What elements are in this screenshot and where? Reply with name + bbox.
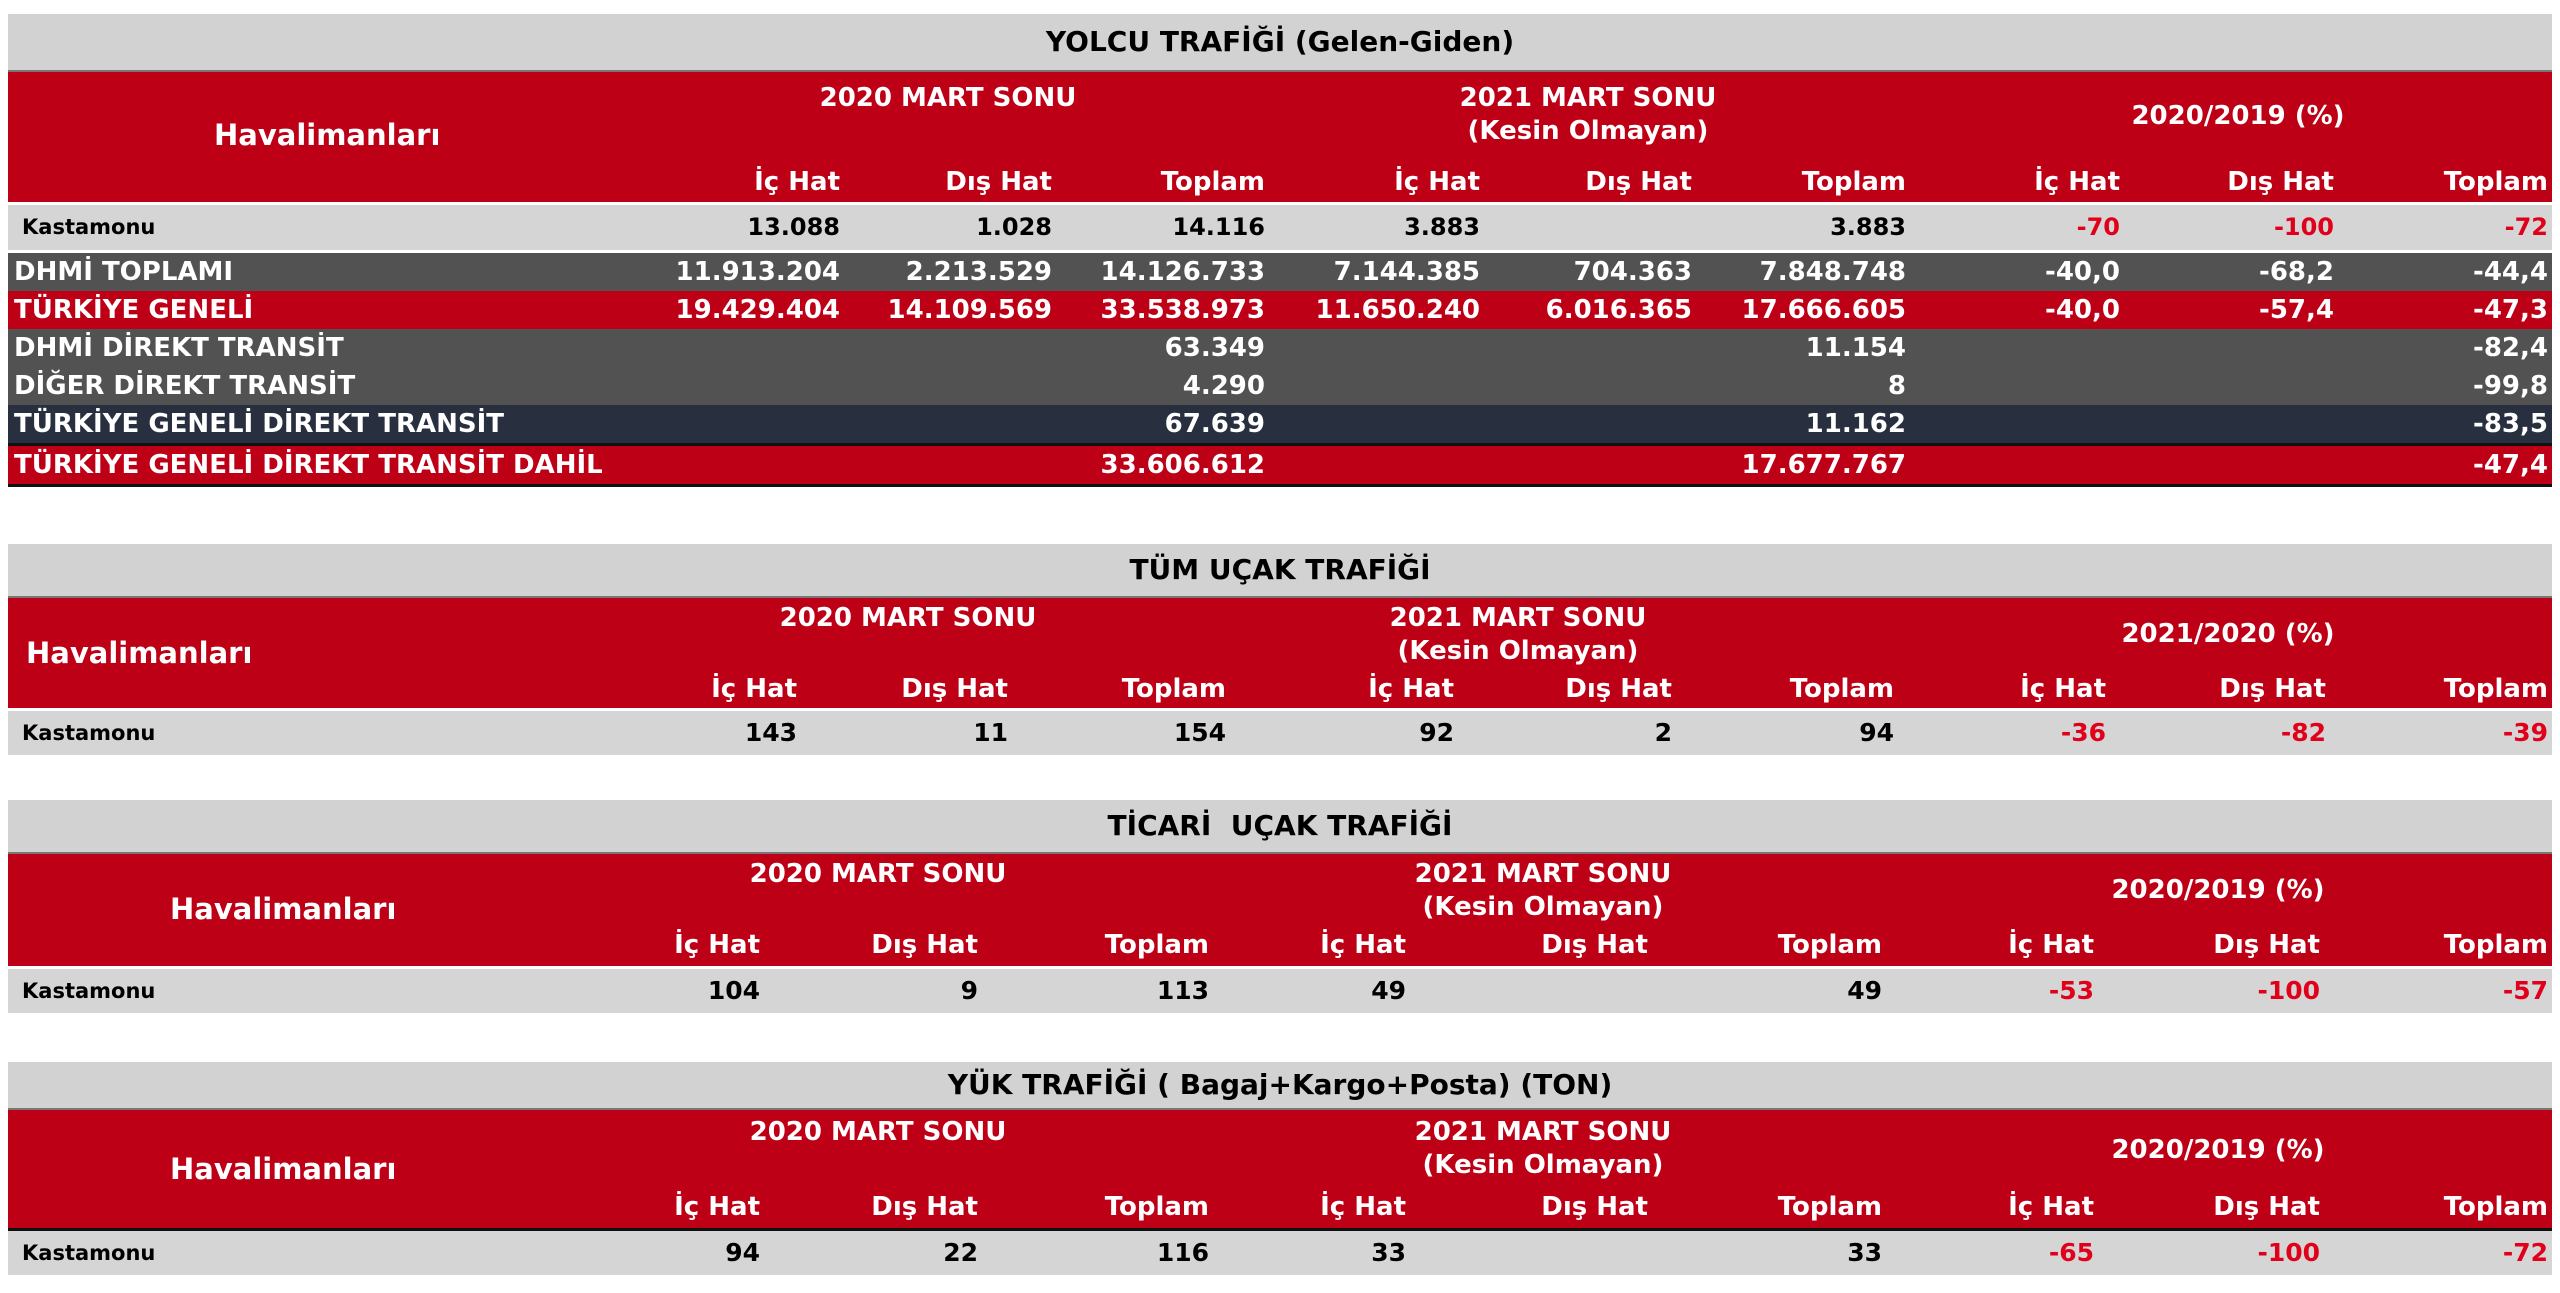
- cell-ic-2020: 19.429.404: [675, 295, 840, 325]
- cell-total-2020: 33.606.612: [1100, 450, 1265, 480]
- diger-transit-row: [8, 367, 2552, 405]
- cell-ic-pct: -40,0: [2045, 257, 2120, 287]
- col-total-pct: Toplam: [2443, 674, 2548, 704]
- cell-ic-2021: 11.650.240: [1315, 295, 1480, 325]
- col-total-2021: Toplam: [1789, 674, 1894, 704]
- col-dis-pct: Dış Hat: [2213, 1192, 2320, 1222]
- group-2020-header: [628, 1116, 1128, 1149]
- col-ic-pct: İç Hat: [2020, 674, 2106, 704]
- cell-ic-2021: 7.144.385: [1333, 257, 1480, 287]
- group-pct-label: 2020/2019 (%): [2131, 101, 2345, 131]
- cell-dis-2020: 2.213.529: [905, 257, 1052, 287]
- turkiye-total-row: [8, 291, 2552, 329]
- row-airport-name: Kastamonu: [22, 721, 156, 745]
- row-airport-name: Kastamonu: [22, 979, 156, 1003]
- group-pct-header: [1968, 1134, 2468, 1167]
- cell-total-pct: -72: [2504, 213, 2548, 241]
- group-2021-sublabel: (Kesin Olmayan): [1422, 1150, 1664, 1180]
- row-label: TÜRKİYE GENELİ: [14, 295, 254, 325]
- cell-dis-pct: -100: [2257, 1238, 2320, 1267]
- table-header: [8, 72, 2552, 202]
- group-2021-header: [1268, 602, 1768, 668]
- group-pct-header: [1988, 100, 2488, 133]
- table-title-text: YÜK TRAFİĞİ ( Bagaj+Kargo+Posta) (TON): [947, 1068, 1613, 1101]
- col-dis-2020: Dış Hat: [945, 167, 1052, 197]
- cell-ic-pct: -53: [2048, 976, 2094, 1005]
- col-ic-2020: İç Hat: [754, 167, 840, 197]
- table-row: [8, 708, 2552, 755]
- group-2021-label: 2021 MART SONU: [1414, 1117, 1672, 1147]
- commercial-traffic-table: [8, 800, 2552, 1013]
- dhmi-total-row: [8, 253, 2552, 291]
- group-2021-sublabel: (Kesin Olmayan): [1397, 636, 1639, 666]
- dhmi-transit-row: [8, 329, 2552, 367]
- col-ic-pct: İç Hat: [2034, 167, 2120, 197]
- col-ic-2021: İç Hat: [1320, 930, 1406, 960]
- table-header: [8, 1110, 2552, 1228]
- cell-total-2020: 33.538.973: [1100, 295, 1265, 325]
- cell-ic-2021: 49: [1371, 976, 1406, 1005]
- cell-total-2020: 4.290: [1182, 371, 1265, 401]
- table-title: [8, 800, 2552, 854]
- group-2021-header: [1293, 858, 1793, 924]
- row-label: TÜRKİYE GENELİ DİREKT TRANSİT: [14, 409, 504, 439]
- cell-total-pct: -39: [2502, 718, 2548, 747]
- group-pct-header: [1978, 618, 2478, 651]
- cell-ic-2020: 143: [744, 718, 797, 747]
- group-2021-label: 2021 MART SONU: [1459, 83, 1717, 113]
- table-title: [8, 14, 2552, 72]
- cell-dis-2020: 22: [943, 1238, 978, 1267]
- col-ic-2021: İç Hat: [1394, 167, 1480, 197]
- col-ic-2020: İç Hat: [711, 674, 797, 704]
- col-total-2021: Toplam: [1801, 167, 1906, 197]
- table-row: [8, 202, 2552, 250]
- group-2021-sublabel: (Kesin Olmayan): [1422, 892, 1664, 922]
- table-title-text: YOLCU TRAFİĞİ (Gelen-Giden): [1045, 25, 1515, 58]
- col-dis-pct: Dış Hat: [2227, 167, 2334, 197]
- group-2021-label: 2021 MART SONU: [1389, 603, 1647, 633]
- cell-dis-pct: -82: [2280, 718, 2326, 747]
- table-header: [8, 854, 2552, 966]
- cell-total-pct: -57: [2502, 976, 2548, 1005]
- col-ic-2020: İç Hat: [674, 930, 760, 960]
- table-title-text: TÜM UÇAK TRAFİĞİ: [1129, 553, 1431, 586]
- col-dis-2020: Dış Hat: [871, 1192, 978, 1222]
- col-total-2020: Toplam: [1104, 930, 1209, 960]
- group-2020-label: 2020 MART SONU: [819, 83, 1077, 113]
- col-ic-2020: İç Hat: [674, 1192, 760, 1222]
- cell-ic-pct: -70: [2076, 213, 2120, 241]
- cell-total-2020: 14.126.733: [1100, 257, 1265, 287]
- col-dis-2021: Dış Hat: [1541, 930, 1648, 960]
- aircraft-traffic-table: [8, 544, 2552, 755]
- col-ic-pct: İç Hat: [2008, 1192, 2094, 1222]
- cell-total-pct: -82,4: [2473, 333, 2548, 363]
- cell-dis-pct: -100: [2257, 976, 2320, 1005]
- col-dis-2021: Dış Hat: [1541, 1192, 1648, 1222]
- cell-total-2020: 116: [1156, 1238, 1209, 1267]
- col-total-pct: Toplam: [2443, 1192, 2548, 1222]
- cell-dis-pct: -68,2: [2259, 257, 2334, 287]
- cell-total-pct: -47,3: [2473, 295, 2548, 325]
- col-total-pct: Toplam: [2443, 167, 2548, 197]
- group-2021-sublabel: (Kesin Olmayan): [1467, 116, 1709, 146]
- cell-total-2020: 67.639: [1164, 409, 1265, 439]
- col-total-2021: Toplam: [1777, 930, 1882, 960]
- cell-ic-pct: -40,0: [2045, 295, 2120, 325]
- table-header: [8, 598, 2552, 708]
- group-2021-label: 2021 MART SONU: [1414, 859, 1672, 889]
- cell-total-2021: 8: [1887, 371, 1906, 401]
- cell-total-2021: 11.162: [1805, 409, 1906, 439]
- col-total-2020: Toplam: [1160, 167, 1265, 197]
- cargo-traffic-table: [8, 1062, 2552, 1275]
- col-dis-2021: Dış Hat: [1565, 674, 1672, 704]
- row-label: DHMİ DİREKT TRANSİT: [14, 333, 344, 363]
- group-pct-label: 2021/2020 (%): [2121, 619, 2335, 649]
- cell-dis-2020: 9: [960, 976, 978, 1005]
- cell-dis-2020: 1.028: [976, 213, 1052, 241]
- cell-total-2021: 17.666.605: [1741, 295, 1906, 325]
- airports-header: Havalimanları: [170, 1152, 397, 1186]
- group-2021-header: [1338, 82, 1838, 148]
- cell-total-pct: -47,4: [2473, 450, 2548, 480]
- cell-ic-pct: -65: [2048, 1238, 2094, 1267]
- cell-dis-2021: 6.016.365: [1545, 295, 1692, 325]
- col-total-2020: Toplam: [1104, 1192, 1209, 1222]
- cell-dis-pct: -100: [2273, 213, 2334, 241]
- cell-ic-2021: 33: [1371, 1238, 1406, 1267]
- col-dis-pct: Dış Hat: [2213, 930, 2320, 960]
- col-dis-2020: Dış Hat: [871, 930, 978, 960]
- col-ic-2021: İç Hat: [1368, 674, 1454, 704]
- table-row: [8, 1228, 2552, 1275]
- col-total-pct: Toplam: [2443, 930, 2548, 960]
- cell-total-2020: 63.349: [1164, 333, 1265, 363]
- col-dis-2020: Dış Hat: [901, 674, 1008, 704]
- cell-total-2020: 113: [1156, 976, 1209, 1005]
- group-2020-header: [698, 82, 1198, 115]
- cell-dis-2020: 14.109.569: [887, 295, 1052, 325]
- group-2020-label: 2020 MART SONU: [779, 603, 1037, 633]
- col-ic-pct: İç Hat: [2008, 930, 2094, 960]
- group-pct-label: 2020/2019 (%): [2111, 875, 2325, 905]
- cell-total-2021: 7.848.748: [1759, 257, 1906, 287]
- passenger-traffic-table: [8, 14, 2552, 487]
- col-total-2020: Toplam: [1121, 674, 1226, 704]
- row-label: TÜRKİYE GENELİ DİREKT TRANSİT DAHİL: [14, 450, 603, 480]
- cell-ic-2020: 11.913.204: [675, 257, 840, 287]
- table-title-text: TİCARİ UÇAK TRAFİĞİ: [1107, 809, 1453, 842]
- cell-ic-pct: -36: [2060, 718, 2106, 747]
- cell-dis-2021: 704.363: [1573, 257, 1692, 287]
- group-2020-header: [658, 602, 1158, 635]
- table-title: [8, 544, 2552, 598]
- cell-total-2021: 11.154: [1805, 333, 1906, 363]
- row-airport-name: Kastamonu: [22, 1241, 156, 1265]
- cell-ic-2020: 13.088: [747, 213, 840, 241]
- group-pct-label: 2020/2019 (%): [2111, 1135, 2325, 1165]
- cell-dis-pct: -57,4: [2259, 295, 2334, 325]
- group-pct-header: [1968, 874, 2468, 907]
- turkiye-transit-row: [8, 405, 2552, 443]
- cell-total-2020: 14.116: [1172, 213, 1265, 241]
- cell-total-pct: -44,4: [2473, 257, 2548, 287]
- col-total-2021: Toplam: [1777, 1192, 1882, 1222]
- row-label: DİĞER DİREKT TRANSİT: [14, 371, 356, 401]
- cell-dis-2021: 2: [1654, 718, 1672, 747]
- cell-ic-2021: 3.883: [1404, 213, 1480, 241]
- group-2020-label: 2020 MART SONU: [749, 1117, 1007, 1147]
- airports-header: Havalimanları: [214, 118, 441, 152]
- cell-total-2020: 154: [1173, 718, 1226, 747]
- cell-total-pct: -83,5: [2473, 409, 2548, 439]
- cell-ic-2020: 94: [725, 1238, 760, 1267]
- row-label: DHMİ TOPLAMI: [14, 257, 234, 287]
- cell-total-pct: -99,8: [2473, 371, 2548, 401]
- cell-total-2021: 94: [1859, 718, 1894, 747]
- cell-ic-2021: 92: [1419, 718, 1454, 747]
- table-row: [8, 966, 2552, 1013]
- cell-total-2021: 49: [1847, 976, 1882, 1005]
- cell-total-2021: 3.883: [1830, 213, 1906, 241]
- row-airport-name: Kastamonu: [22, 215, 156, 239]
- col-ic-2021: İç Hat: [1320, 1192, 1406, 1222]
- group-2020-label: 2020 MART SONU: [749, 859, 1007, 889]
- cell-dis-2020: 11: [973, 718, 1008, 747]
- airports-header: Havalimanları: [26, 636, 253, 670]
- group-2020-header: [628, 858, 1128, 891]
- turkiye-transit-dahil-row: [8, 443, 2552, 487]
- cell-total-pct: -72: [2502, 1238, 2548, 1267]
- cell-total-2021: 17.677.767: [1741, 450, 1906, 480]
- cell-ic-2020: 104: [707, 976, 760, 1005]
- col-dis-pct: Dış Hat: [2219, 674, 2326, 704]
- group-2021-header: [1293, 1116, 1793, 1182]
- cell-total-2021: 33: [1847, 1238, 1882, 1267]
- table-title: [8, 1062, 2552, 1110]
- col-dis-2021: Dış Hat: [1585, 167, 1692, 197]
- airports-header: Havalimanları: [170, 892, 397, 926]
